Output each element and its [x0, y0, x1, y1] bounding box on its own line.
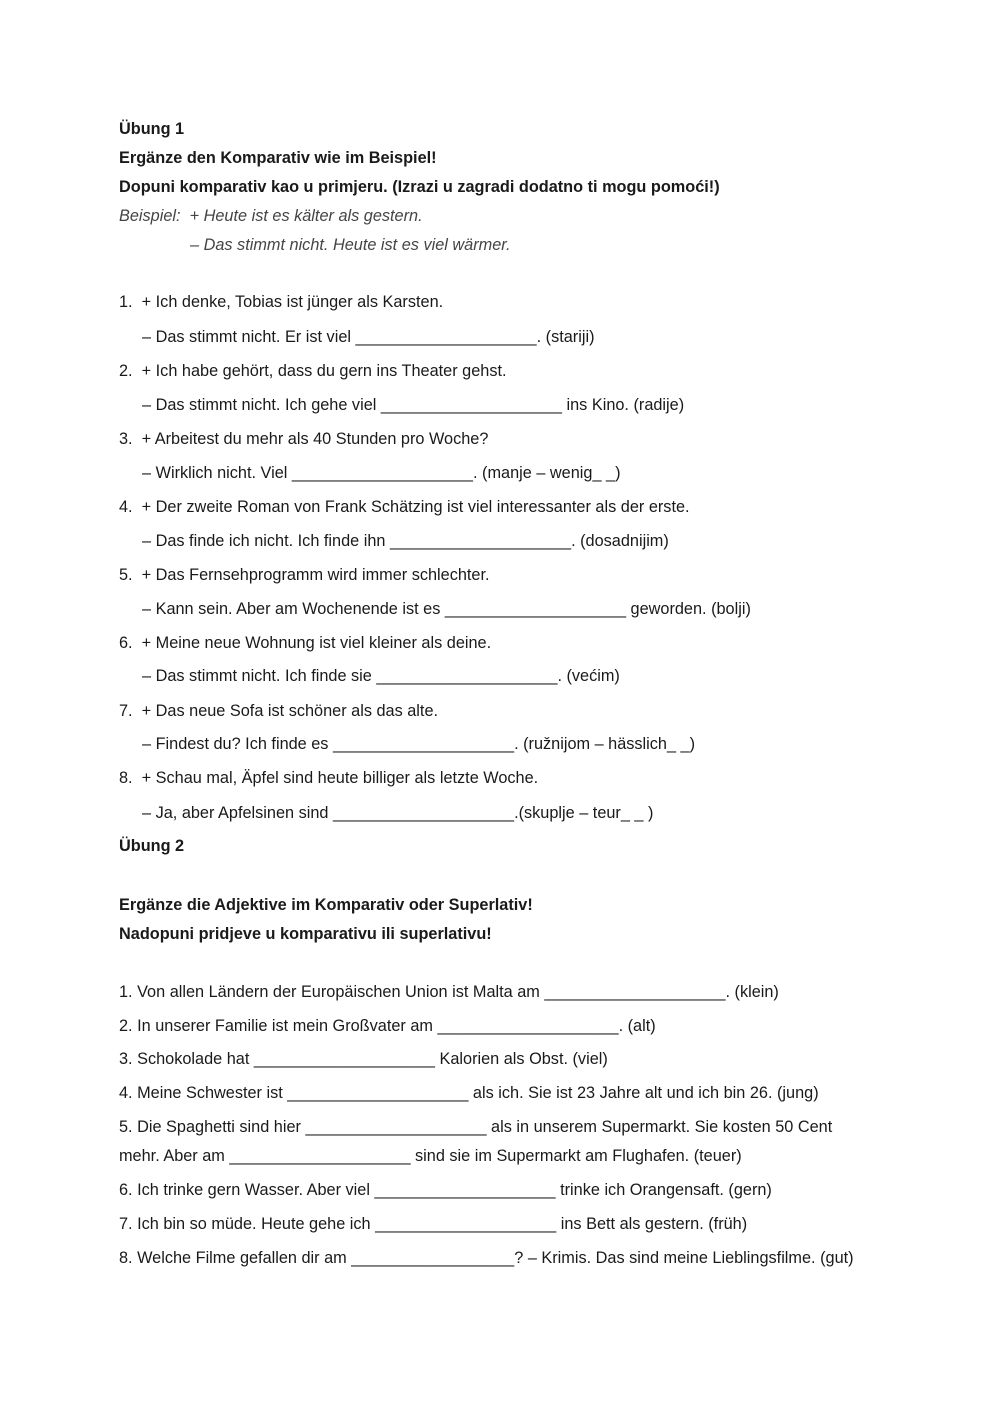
ex2-item: 8. Welche Filme gefallen dir am __________________? – Krimis. Das sind meine Lieblingsfilme. (gut) — [119, 1249, 854, 1267]
ex1-answer: – Das stimmt nicht. Ich finde sie ____________________. (većim) — [142, 667, 620, 685]
ex1-question: 3. + Arbeitest du mehr als 40 Stunden pro Woche? — [119, 430, 489, 448]
exercise2-heading: Übung 2 — [119, 837, 185, 855]
ex1-question: 7. + Das neue Sofa ist schöner als das alte. — [119, 702, 439, 720]
ex2-item: 5. Die Spaghetti sind hier ____________________ als in unserem Supermarkt. Sie kosten 50 Cent — [119, 1118, 833, 1136]
exercise2-instruction-hr: Nadopuni pridjeve u komparativu ili superlativu! — [119, 925, 492, 943]
ex1-answer: – Kann sein. Aber am Wochenende ist es ____________________ geworden. (bolji) — [142, 600, 751, 618]
ex2-item: 2. In unserer Familie ist mein Großvater am ____________________. (alt) — [119, 1017, 656, 1035]
ex1-question: 4. + Der zweite Roman von Frank Schätzing ist viel interessanter als der erste. — [119, 498, 690, 516]
exercise1-instruction-hr: Dopuni komparativ kao u primjeru. (Izrazi u zagradi dodatno ti mogu pomoći!) — [119, 178, 720, 196]
ex2-item: 4. Meine Schwester ist ____________________ als ich. Sie ist 23 Jahre alt und ich bin 26. (jung) — [119, 1084, 819, 1102]
ex1-answer: – Das stimmt nicht. Ich gehe viel ____________________ ins Kino. (radije) — [142, 396, 685, 414]
ex2-item: 7. Ich bin so müde. Heute gehe ich ____________________ ins Bett als gestern. (früh) — [119, 1215, 748, 1233]
ex1-answer: – Wirklich nicht. Viel ____________________. (manje – wenig_ _) — [142, 464, 621, 482]
ex1-answer: – Ja, aber Apfelsinen sind ____________________.(skuplje – teur_ _ ) — [142, 804, 654, 822]
exercise1-heading: Übung 1 — [119, 120, 185, 138]
ex1-answer: – Das stimmt nicht. Er ist viel ____________________. (stariji) — [142, 328, 595, 346]
ex2-item-continuation: mehr. Aber am ____________________ sind sie im Supermarkt am Flughafen. (teuer) — [119, 1147, 742, 1165]
ex1-question: 5. + Das Fernsehprogramm wird immer schlechter. — [119, 566, 490, 584]
exercise1-instruction-de: Ergänze den Komparativ wie im Beispiel! — [119, 149, 437, 167]
ex1-question: 1. + Ich denke, Tobias ist jünger als Karsten. — [119, 293, 444, 311]
example-line-2: – Das stimmt nicht. Heute ist es viel wärmer. — [190, 236, 511, 254]
ex1-question: 8. + Schau mal, Äpfel sind heute billiger als letzte Woche. — [119, 769, 539, 787]
ex1-question: 6. + Meine neue Wohnung ist viel kleiner als deine. — [119, 634, 492, 652]
ex1-question: 2. + Ich habe gehört, dass du gern ins Theater gehst. — [119, 362, 507, 380]
ex1-answer: – Findest du? Ich finde es ____________________. (ružnijom – hässlich_ _) — [142, 735, 696, 753]
ex1-answer: – Das finde ich nicht. Ich finde ihn ____________________. (dosadnijim) — [142, 532, 669, 550]
ex2-item: 3. Schokolade hat ____________________ Kalorien als Obst. (viel) — [119, 1050, 608, 1068]
example-line-1: Beispiel: + Heute ist es kälter als gestern. — [119, 207, 423, 225]
ex2-item: 6. Ich trinke gern Wasser. Aber viel ____________________ trinke ich Orangensaft. (gern) — [119, 1181, 772, 1199]
exercise2-instruction-de: Ergänze die Adjektive im Komparativ oder Superlativ! — [119, 896, 533, 914]
ex2-item: 1. Von allen Ländern der Europäischen Union ist Malta am ____________________. (klein) — [119, 983, 779, 1001]
